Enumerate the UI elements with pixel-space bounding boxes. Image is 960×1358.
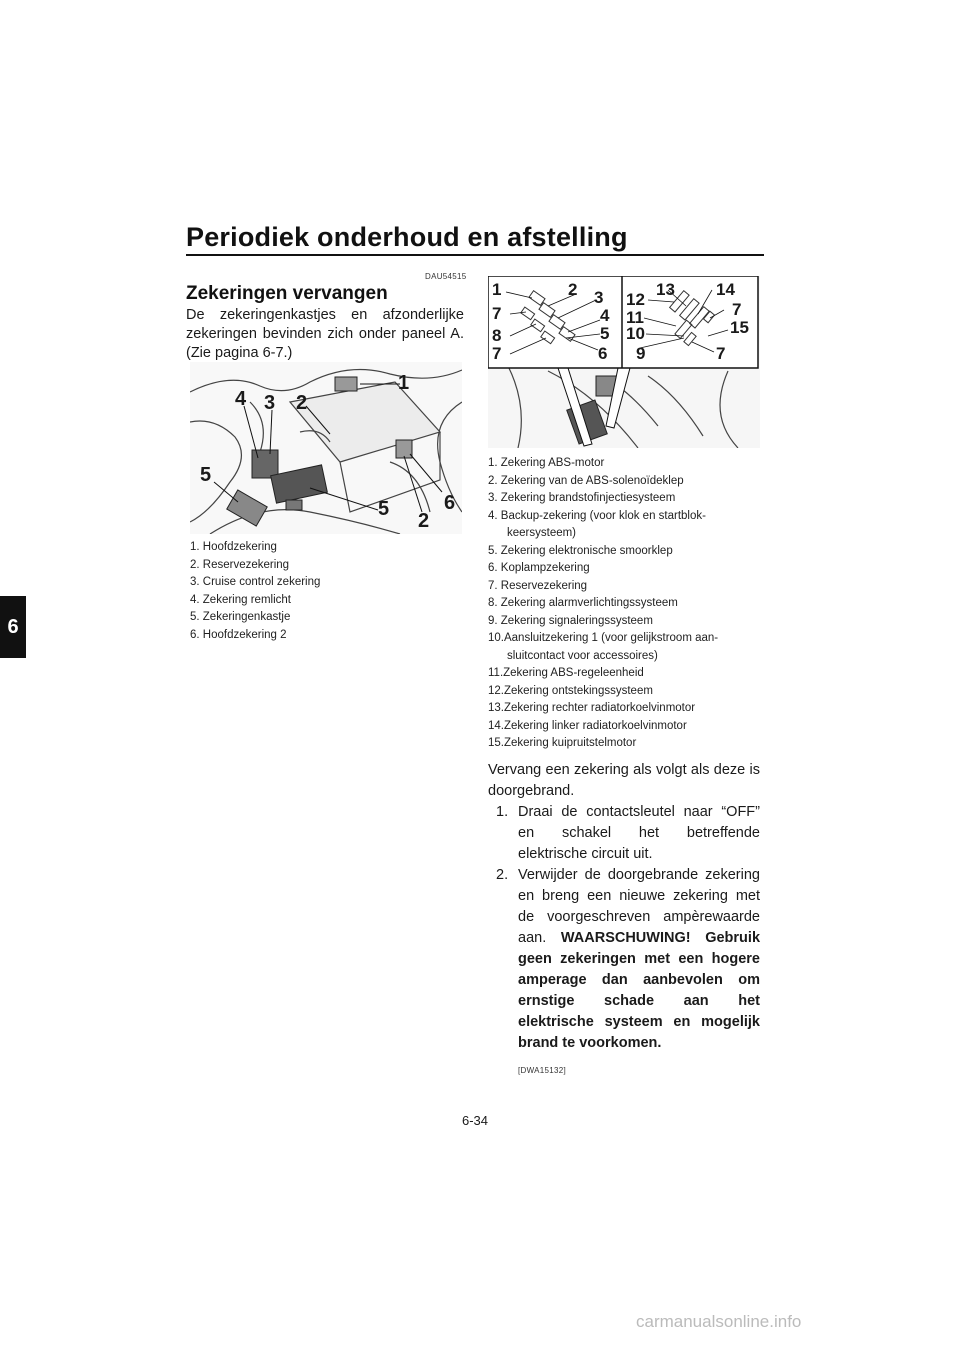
callout: 9 — [636, 344, 646, 363]
procedure-step — [488, 802, 760, 865]
section-intro: De zekeringenkastjes en afzonderlijke zekeringen bevinden zich onder paneel A. (Zie pagina 6-7.) — [186, 307, 464, 361]
callout: 3 — [264, 392, 276, 414]
callout: 14 — [716, 280, 735, 299]
legend-item: 7. Reservezekering — [488, 579, 588, 592]
callout: 2 — [296, 392, 308, 414]
legend-item: 14.Zekering linker radiatorkoelvinmotor — [488, 719, 687, 732]
warning-code: [DWA15132] — [518, 1066, 567, 1075]
callout: 11 — [626, 308, 644, 327]
procedure — [488, 760, 760, 1081]
callout: 15 — [730, 318, 749, 337]
legend-item: 6. Hoofdzekering 2 — [190, 628, 287, 641]
section-title: Zekeringen vervangen — [186, 283, 388, 304]
legend-item: 12.Zekering ontstekingssysteem — [488, 684, 653, 697]
step-number: 2. — [496, 867, 509, 883]
callout: 8 — [492, 326, 502, 345]
procedure-intro: Vervang een zekering als volgt als deze is doorgebrand. — [488, 762, 760, 799]
section-code: DAU54515 — [425, 272, 467, 281]
callout: 6 — [598, 344, 608, 363]
legend-item: 6. Koplampzekering — [488, 562, 590, 574]
chapter-tab: 6 — [0, 596, 26, 658]
callout: 10 — [626, 324, 645, 343]
callout: 7 — [492, 344, 502, 363]
legend-item: 2. Zekering van de ABS-solenoïdeklep — [488, 474, 684, 487]
procedure-step — [488, 865, 760, 1081]
legend-item: 8. Zekering alarmverlichtingssysteem — [488, 597, 678, 609]
legend-item: 2. Reservezekering — [190, 558, 290, 571]
legend-item-continued: keersysteem) — [507, 527, 577, 539]
page-title: Periodiek onderhoud en afstelling — [186, 222, 628, 252]
callout: 4 — [600, 306, 610, 325]
legend-item: 4. Zekering remlicht — [190, 593, 291, 606]
callout: 3 — [594, 288, 604, 307]
callout: 7 — [732, 300, 742, 319]
page-number: 6-34 — [462, 1113, 489, 1128]
fuse-box-figure — [488, 276, 760, 448]
fuse-box-legend — [488, 455, 718, 753]
step-number: 1. — [496, 804, 509, 820]
step-text: Verwijder de doorgebrande zekering en breng een nieuwe zekering met de voorgeschreven ampèrewaarde aan. — [518, 867, 760, 946]
callout: 4 — [235, 388, 247, 410]
legend-item: 11.Zekering ABS-regeleenheid — [488, 667, 644, 679]
callout: 12 — [626, 290, 645, 309]
callout: 5 — [600, 324, 610, 343]
legend-item: 3. Cruise control zekering — [190, 576, 321, 588]
callout: 2 — [568, 280, 578, 299]
legend-item-continued: sluitcontact voor accessoires) — [507, 649, 658, 662]
callout: 5 — [378, 498, 390, 520]
legend-item: 5. Zekering elektronische smoorklep — [488, 544, 673, 557]
watermark: carmanualsonline.info — [636, 1312, 802, 1331]
callout: 1 — [398, 372, 410, 394]
fuse-location-figure — [190, 362, 462, 534]
callout: 5 — [200, 464, 212, 486]
legend-item: 13.Zekering rechter radiatorkoelvinmotor — [488, 702, 696, 714]
title-rule — [186, 254, 764, 256]
legend-item: 10.Aansluitzekering 1 (voor gelijkstroom aan- — [488, 632, 719, 644]
legend-item: 5. Zekeringenkastje — [190, 611, 291, 623]
callout: 6 — [444, 492, 456, 514]
legend-item: 3. Zekering brandstofinjectiesysteem — [488, 492, 676, 504]
callout: 1 — [492, 280, 502, 299]
legend-item: 15.Zekering kuipruitstelmotor — [488, 737, 637, 749]
callout: 7 — [716, 344, 726, 363]
callout: 2 — [418, 510, 430, 532]
step-text: Draai de contactsleutel naar “OFF” en schakel het betreffende elektrische circuit uit. — [518, 804, 760, 862]
warning-text: WAARSCHUWING! Gebruik geen zekeringen met een hogere amperage dan aanbevolen om ernstige schade aan het elektrische systeem en mogelijk brand te voorkomen. — [518, 930, 761, 1051]
legend-item: 1. Zekering ABS-motor — [488, 457, 605, 469]
legend-item: 1. Hoofdzekering — [190, 541, 277, 553]
legend-item: 9. Zekering signaleringssysteem — [488, 614, 653, 627]
fuse-location-legend — [190, 539, 320, 644]
legend-item: 4. Backup-zekering (voor klok en startblok- — [488, 509, 706, 522]
callout: 13 — [656, 280, 675, 299]
fuse-location-drawing — [190, 362, 462, 534]
callout: 7 — [492, 304, 502, 323]
